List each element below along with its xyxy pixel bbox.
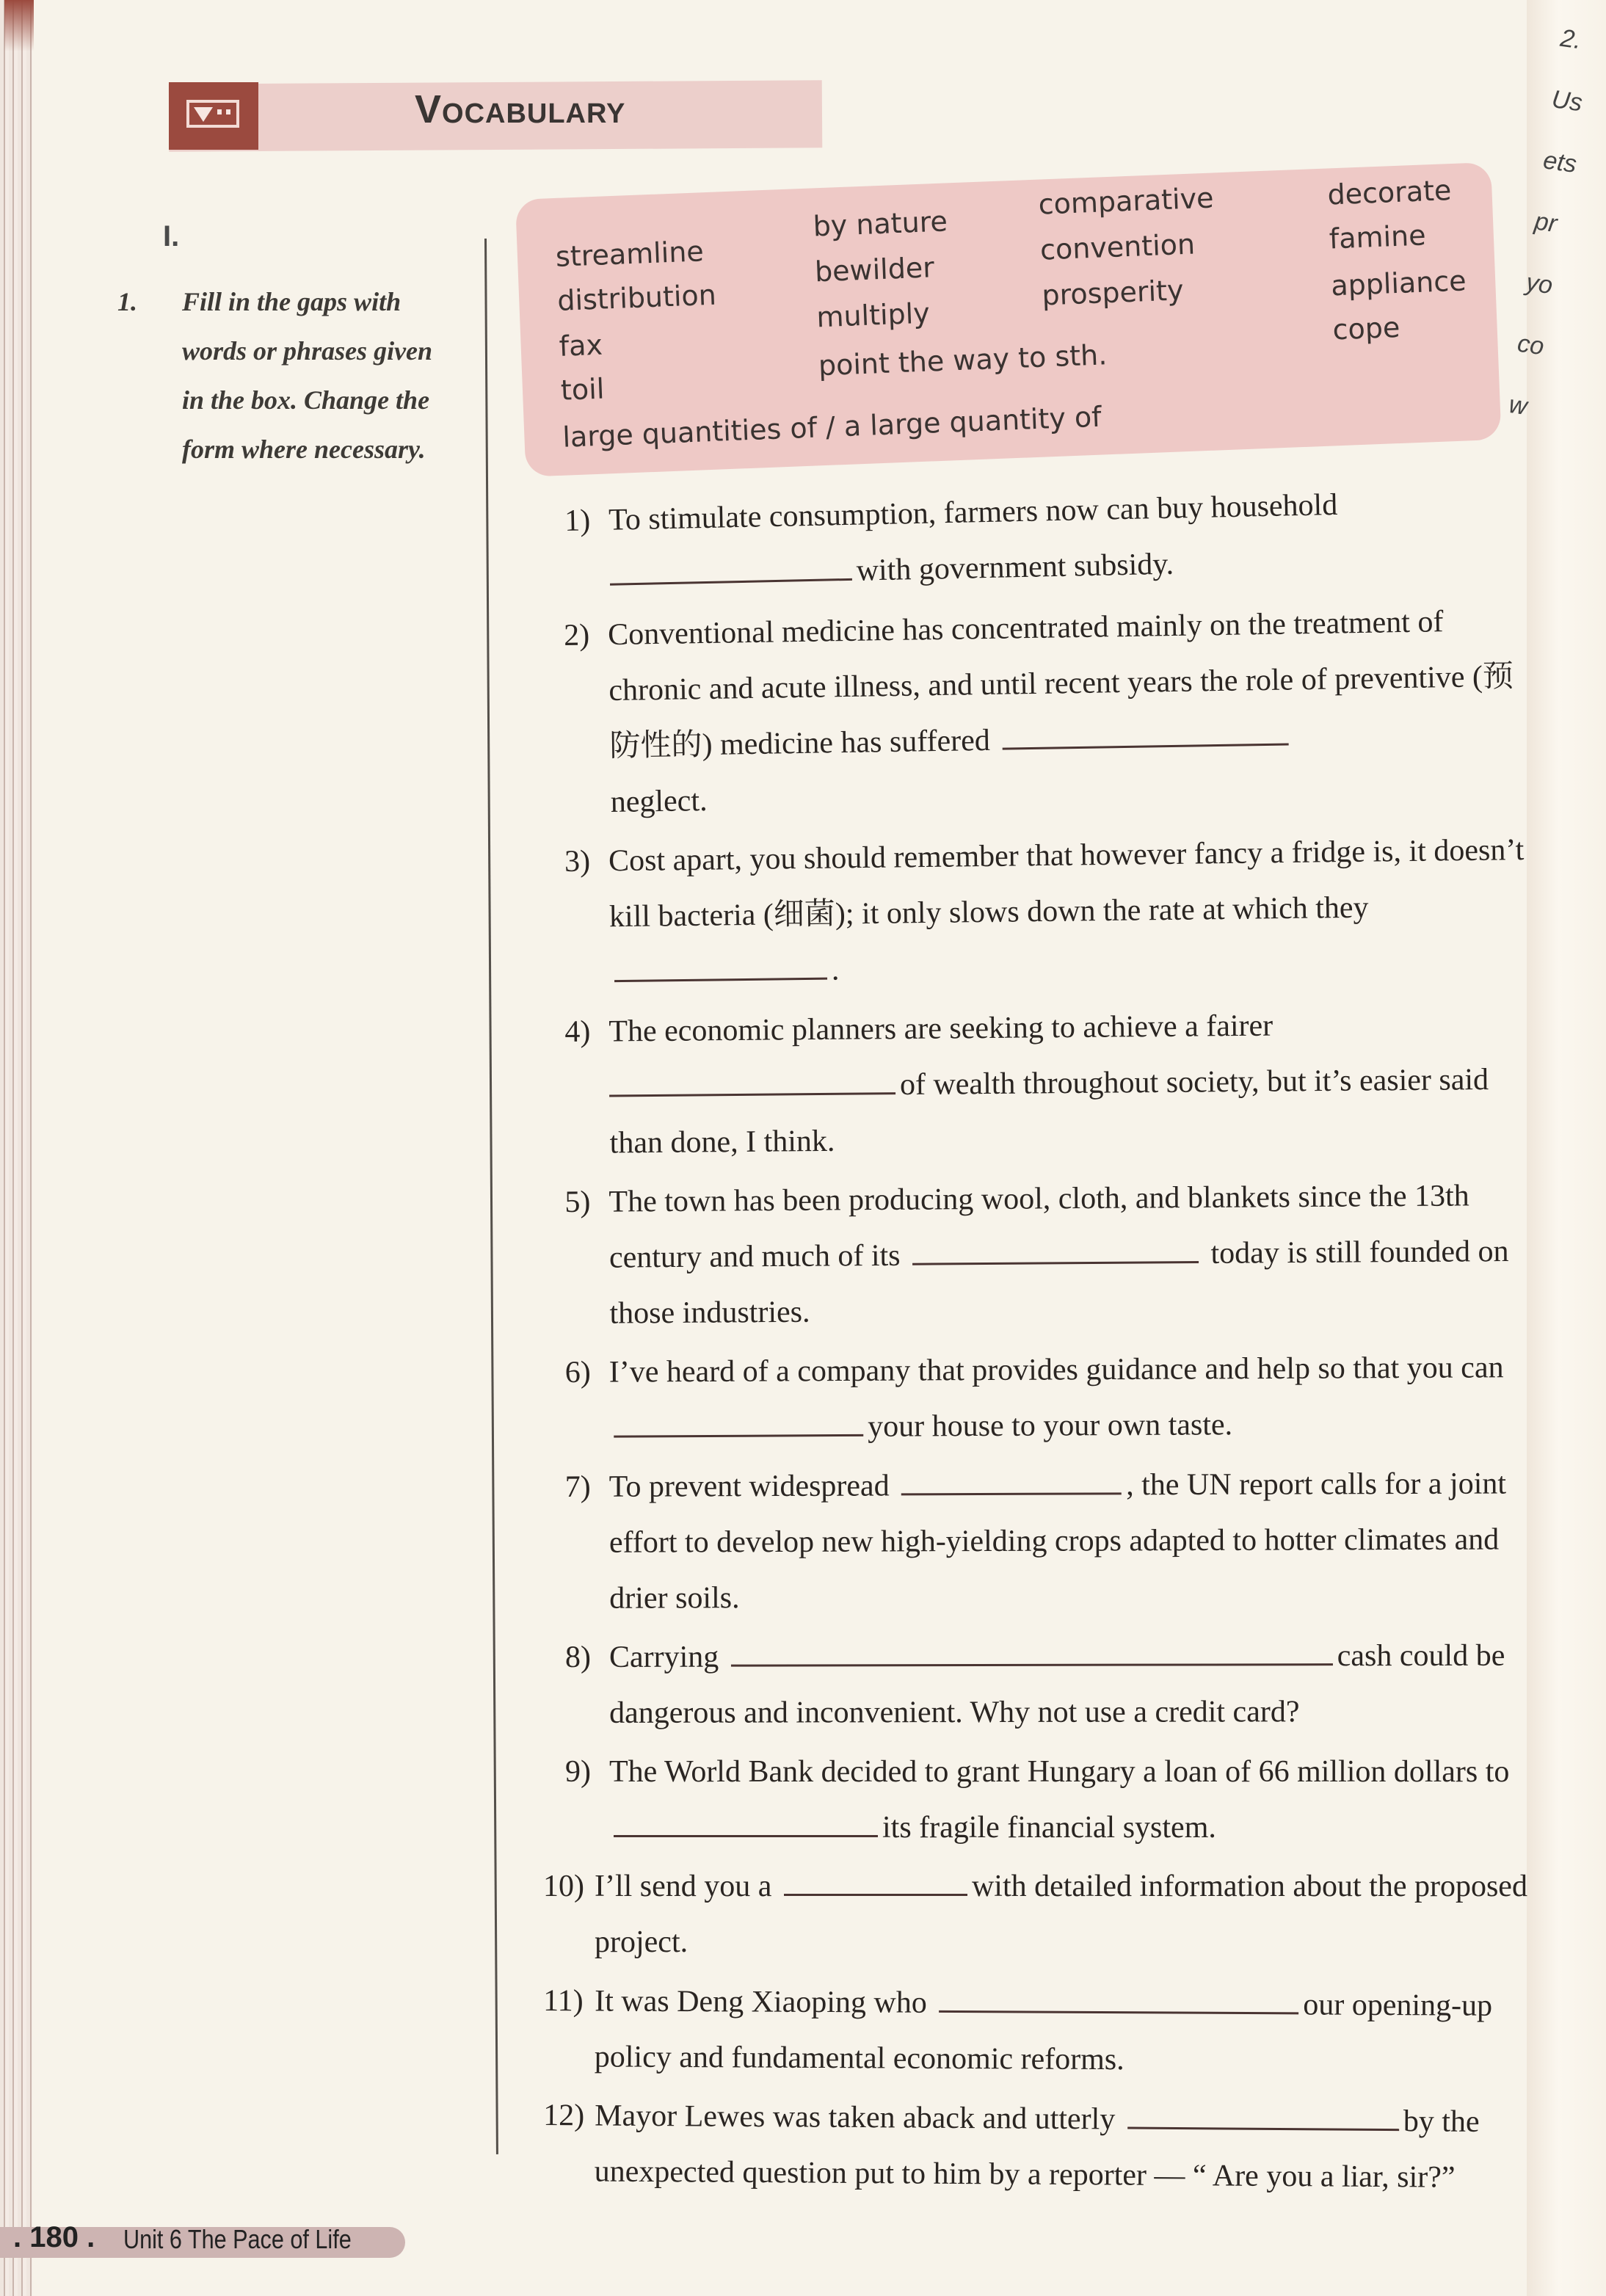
- question-list: [543, 487, 1534, 2202]
- column-divider: [484, 239, 498, 2154]
- answer-blank[interactable]: [912, 1239, 1199, 1265]
- word-item: multiply: [815, 297, 931, 334]
- word-item: comparative: [1037, 181, 1215, 221]
- question-text: Carrying: [608, 1640, 719, 1674]
- question-item: [565, 1744, 1534, 1856]
- section-header-icon-box: [169, 82, 258, 150]
- question-number: 9): [565, 1755, 591, 1789]
- unit-title: Unit 6 The Pace of Life: [123, 2224, 352, 2254]
- answer-blank[interactable]: [1002, 722, 1288, 750]
- question-item: [543, 1859, 1534, 1970]
- word-item: streamline: [555, 235, 705, 273]
- question-text: The economic planners are seeking to achieve a fairer: [608, 1009, 1273, 1049]
- question-number: 12): [543, 2099, 585, 2133]
- answer-blank[interactable]: [614, 1813, 878, 1837]
- question-text: today is still founded on those industries.: [609, 1235, 1509, 1331]
- question-number: 5): [564, 1185, 591, 1220]
- question-text: .: [831, 953, 840, 987]
- dropdown-triangle-icon: [186, 100, 239, 128]
- answer-blank[interactable]: [1127, 2105, 1399, 2132]
- question-text: Mayor Lewes was taken aback and utterly: [595, 2099, 1116, 2137]
- question-number: 1): [564, 504, 591, 539]
- adjacent-text-line: co: [1516, 329, 1546, 361]
- exercise-instruction: [117, 277, 461, 474]
- word-item: fax: [558, 328, 603, 363]
- answer-blank[interactable]: [614, 956, 827, 983]
- adjacent-text-line: ets: [1541, 146, 1579, 179]
- question-item: [565, 1456, 1535, 1627]
- question-number: 6): [564, 1355, 591, 1390]
- book-page-edges: [0, 0, 32, 2296]
- question-text: cash could be dangerous and inconvenient. Why not use a credit card?: [609, 1638, 1505, 1730]
- instruction-line: form where necessary.: [182, 435, 426, 464]
- question-text: The World Bank decided to grant Hungary a loan of 66 million dollars to: [609, 1755, 1510, 1789]
- word-item: large quantities of / a large quantity of: [562, 400, 1102, 454]
- adjacent-text-line: yo: [1524, 268, 1555, 300]
- question-text: The town has been producing wool, cloth, and blankets since the 13th century and much of its: [608, 1179, 1469, 1275]
- question-number: 7): [564, 1469, 591, 1505]
- adjacent-text-line: 2. Us: [1549, 23, 1585, 117]
- part-number: I.: [163, 220, 180, 253]
- answer-blank[interactable]: [609, 556, 852, 586]
- question-text: our opening-up policy and fundamental economic reforms.: [594, 1988, 1493, 2077]
- adjacent-text-line: pr: [1533, 207, 1559, 239]
- answer-blank[interactable]: [784, 1872, 967, 1896]
- question-item: [564, 473, 1535, 605]
- question-text: I’ve heard of a company that provides guidance and help so that you can: [608, 1351, 1504, 1389]
- question-number: 11): [543, 1984, 584, 2019]
- question-text: It was Deng Xiaoping who: [595, 1984, 927, 2020]
- exercise-number: 1.: [117, 287, 137, 316]
- word-item: convention: [1039, 228, 1196, 266]
- instruction-line: Fill in the gaps with: [182, 287, 402, 316]
- question-text: your house to your own taste.: [868, 1408, 1233, 1444]
- question-text: To prevent widespread: [608, 1469, 890, 1504]
- question-number: 4): [564, 1014, 591, 1050]
- question-item: [564, 592, 1536, 831]
- question-number: 2): [563, 618, 590, 653]
- question-text: with government subsidy.: [856, 547, 1174, 588]
- instruction-line: words or phrases given: [182, 336, 433, 366]
- word-item: cope: [1331, 310, 1401, 346]
- answer-blank[interactable]: [901, 1470, 1122, 1495]
- question-text: To stimulate consumption, farmers now can buy household: [608, 487, 1338, 537]
- question-item: [542, 2088, 1534, 2206]
- word-item: appliance: [1330, 264, 1467, 302]
- question-number: 10): [543, 1870, 584, 1903]
- word-item: toil: [560, 372, 606, 407]
- adjacent-text-line: w: [1507, 390, 1529, 421]
- word-item: distribution: [556, 278, 717, 317]
- question-item: [543, 1973, 1535, 2090]
- page-number: . 180 .: [13, 2221, 95, 2253]
- answer-blank[interactable]: [939, 1988, 1298, 2015]
- question-text: by the unexpected question put to him by a reporter — “ Are you a liar, sir?”: [594, 2104, 1480, 2195]
- answer-blank[interactable]: [731, 1641, 1333, 1666]
- question-item: [565, 1628, 1534, 1741]
- answer-blank[interactable]: [609, 1070, 895, 1097]
- word-item: bewilder: [814, 251, 935, 288]
- word-item: prosperity: [1041, 274, 1185, 312]
- question-text: Conventional medicine has concentrated mainly on the treatment of chronic and acute illness, and until recent years the role of preventive (预防性的) medicine has suffered: [607, 605, 1514, 764]
- question-item: [564, 995, 1535, 1171]
- instruction-line: in the box. Change the: [182, 385, 430, 415]
- question-number: 3): [564, 844, 591, 879]
- question-text: , the UN report calls for a joint effort to develop new high-yielding crops adapted to hotter climates and drier soils.: [608, 1467, 1507, 1616]
- question-text: with detailed information about the proposed project.: [595, 1870, 1527, 1959]
- question-item: [564, 1168, 1535, 1342]
- question-item: [565, 1340, 1535, 1456]
- question-text: neglect.: [610, 783, 708, 820]
- question-number: 8): [564, 1640, 591, 1674]
- word-bank-box: [515, 162, 1502, 477]
- word-item: point the way to sth.: [818, 338, 1108, 382]
- word-item: by nature: [812, 205, 948, 243]
- question-text: I’ll send you a: [595, 1870, 772, 1903]
- word-item: decorate: [1326, 174, 1453, 211]
- word-item: famine: [1329, 219, 1427, 255]
- question-text: of wealth throughout society, but it’s easier said than done, I think.: [609, 1063, 1489, 1160]
- question-text: Cost apart, you should remember that however fancy a fridge is, it doesn’t kill bacteria (细菌); it only slows down the rate at which they: [608, 833, 1525, 934]
- question-item: [564, 822, 1536, 1001]
- section-title: Vocabulary: [415, 87, 626, 131]
- question-text: its fragile financial system.: [882, 1811, 1216, 1845]
- answer-blank[interactable]: [614, 1412, 863, 1438]
